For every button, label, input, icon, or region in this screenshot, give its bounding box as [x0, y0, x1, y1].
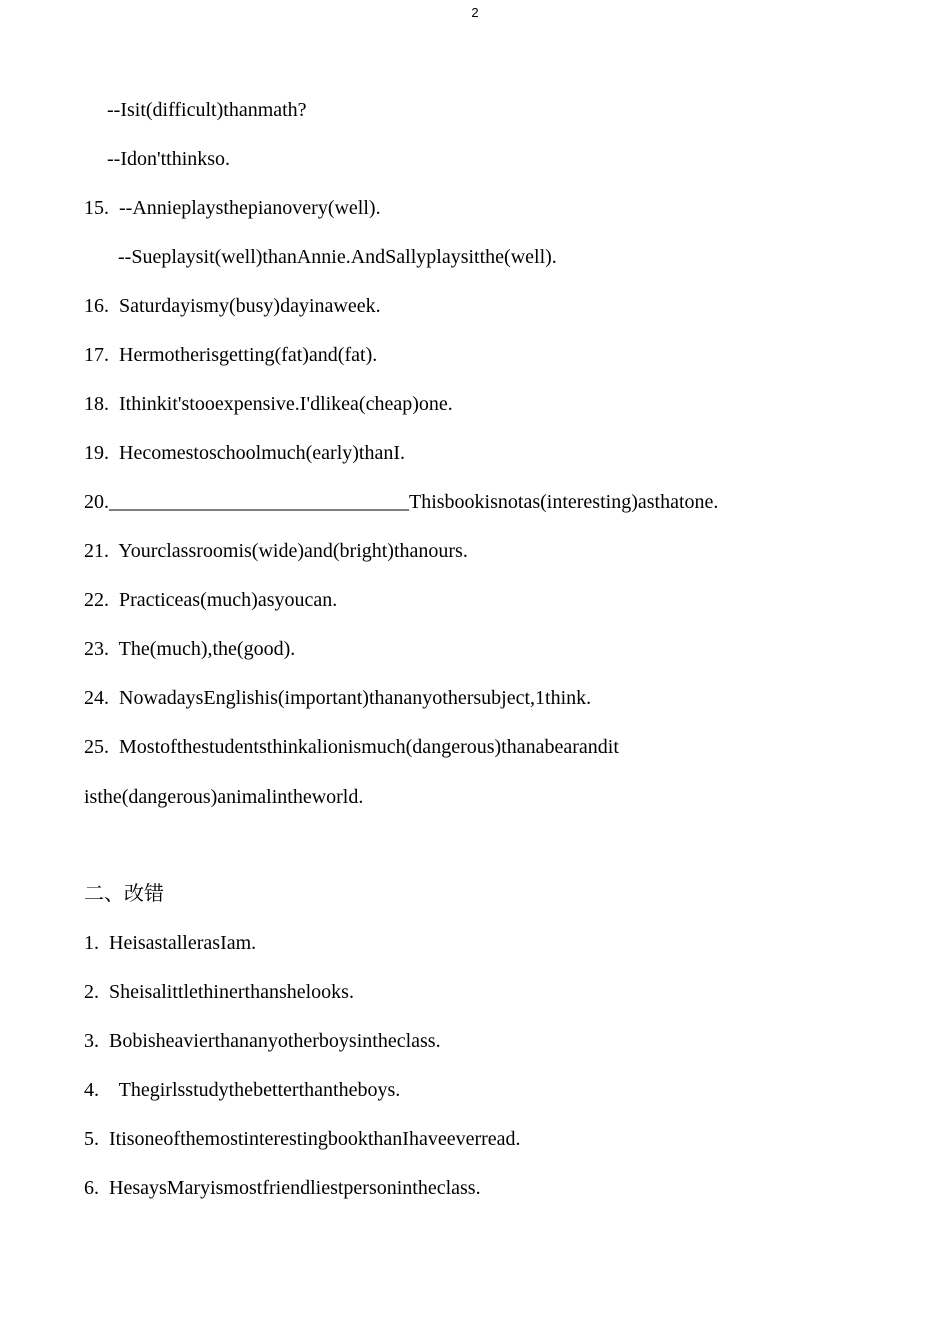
exercise-item-17: 17. Hermotherisgetting(fat)and(fat). [84, 344, 378, 366]
exercise-item-23: 23. The(much),the(good). [84, 638, 296, 660]
exercise-item-25-continuation: isthe(dangerous)animalintheworld. [84, 786, 364, 808]
exercise-item-15: 15. --Annieplaysthepianovery(well). [84, 197, 381, 219]
exercise-item-19: 19. Hecomestoschoolmuch(early)thanI. [84, 442, 406, 464]
exercise-item-25: 25. Mostofthestudentsthinkalionismuch(dangerous)thanabearandit [84, 736, 619, 758]
exercise-item-20: 20.______________________________Thisbookisnotas(interesting)asthatone. [84, 491, 719, 513]
correction-item-5: 5. ItisoneofthemostinterestingbookthanIhaveeverread. [84, 1128, 521, 1150]
page-number: 2 [471, 5, 479, 20]
correction-item-3: 3. Bobisheavierthananyotherboysintheclass. [84, 1030, 441, 1052]
exercise-item-22: 22. Practiceas(much)asyoucan. [84, 589, 338, 611]
correction-item-1: 1. HeisastallerasIam. [84, 932, 257, 954]
exercise-item-15-continuation: --Sueplaysit(well)thanAnnie.AndSallyplaysitthe(well). [118, 246, 557, 268]
dialog-answer-line: --Idon'tthinkso. [107, 148, 231, 170]
dialog-question-line: --Isit(difficult)thanmath? [107, 99, 307, 121]
exercise-item-21: 21. Yourclassroomis(wide)and(bright)thanours. [84, 540, 468, 562]
section-heading: 二、改错 [84, 883, 164, 905]
exercise-item-24: 24. NowadaysEnglishis(important)thananyothersubject,1think. [84, 687, 592, 709]
exercise-item-16: 16. Saturdayismy(busy)dayinaweek. [84, 295, 381, 317]
correction-item-6: 6. HesaysMaryismostfriendliestpersonintheclass. [84, 1177, 481, 1199]
correction-item-2: 2. Sheisalittlethinerthanshelooks. [84, 981, 354, 1003]
correction-item-4: 4. Thegirlsstudythebetterthantheboys. [84, 1079, 401, 1101]
exercise-item-18: 18. Ithinkit'stooexpensive.I'dlikea(cheap)one. [84, 393, 453, 415]
